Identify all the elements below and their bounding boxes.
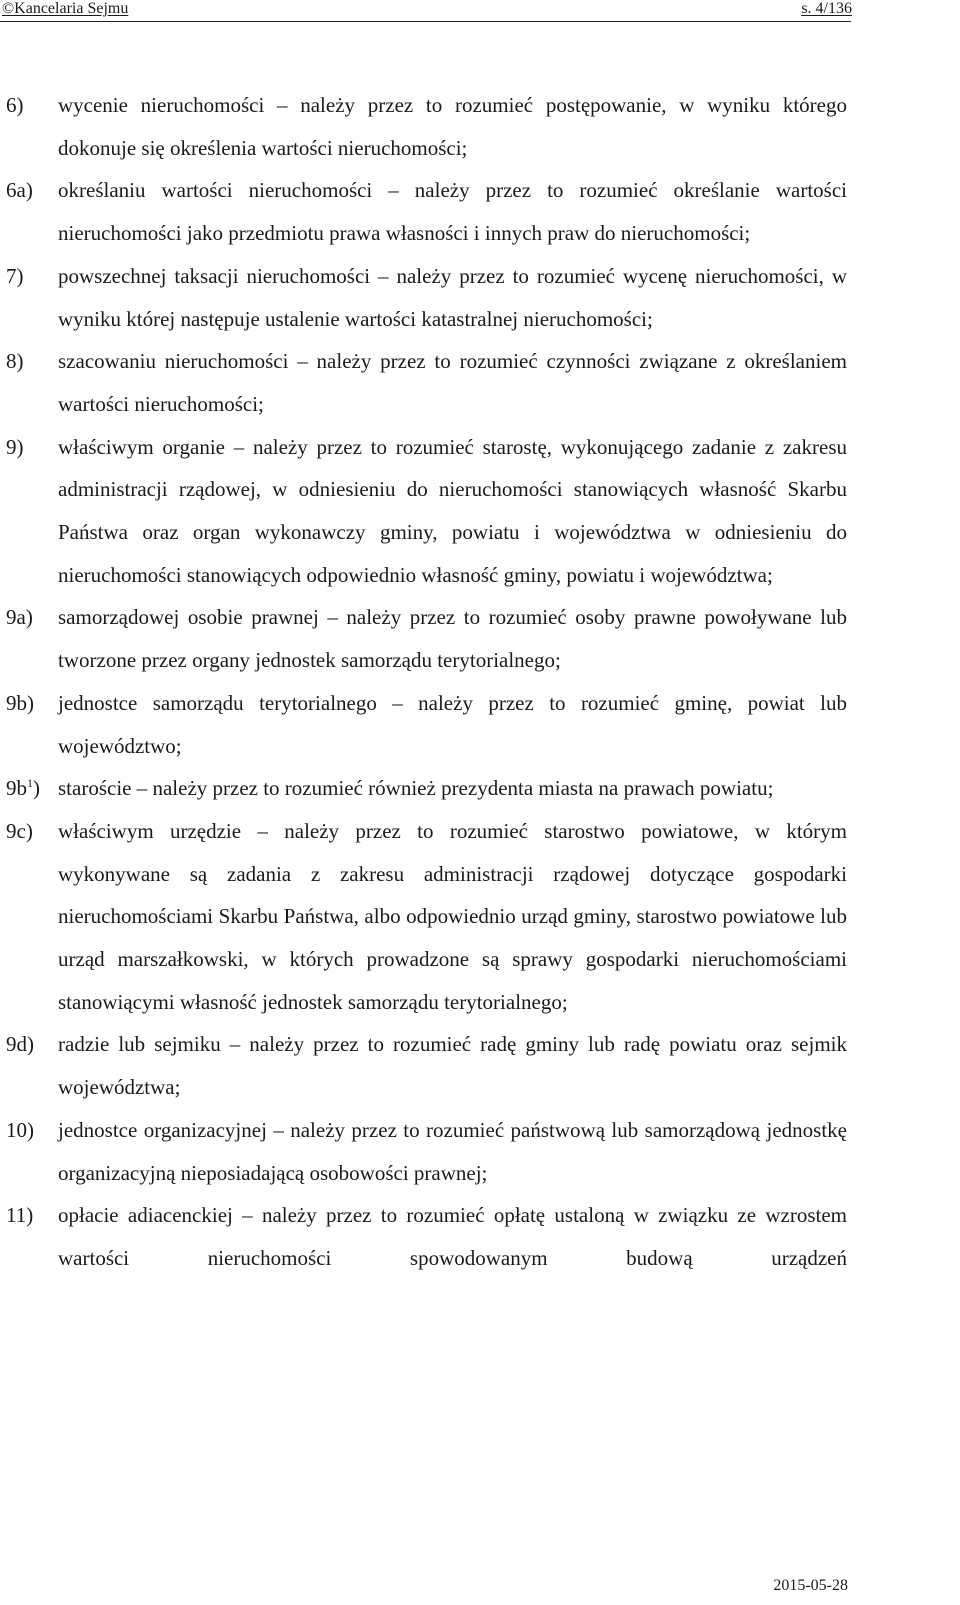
item-text: określaniu wartości nieruchomości – należy przez to rozumieć określanie wartości nieruchomości jako przedmiotu prawa własności i innych praw do nieruchomości;: [58, 178, 847, 246]
item-number: 10): [6, 1117, 34, 1142]
item-text: wycenie nieruchomości – należy przez to rozumieć postępowanie, w wyniku którego dokonuje się określenia wartości nieruchomości;: [58, 93, 847, 160]
copyright-label: ©Kancelaria Sejmu: [2, 0, 129, 17]
definition-item: [0, 682, 847, 767]
item-text: jednostce organizacyjnej – należy przez to rozumieć państwową lub samorządową jednostkę organizacyjną nieposiadającą osobowości prawnej;: [58, 1117, 847, 1185]
document-date: 2015-05-28: [773, 1577, 848, 1594]
item-number: 9): [6, 434, 24, 459]
item-text: samorządowej osobie prawnej – należy przez to rozumieć osoby prawne powoływane lub tworzone przez organy jednostek samorządu terytorialnego;: [58, 605, 847, 673]
item-number: 6a): [6, 178, 33, 203]
definition-item: [0, 767, 847, 810]
definition-item: [0, 810, 847, 1024]
item-number: 11): [6, 1203, 34, 1228]
definition-item: [0, 84, 847, 169]
item-text: właściwym organie – należy przez to rozumieć starostę, wykonującego zadanie z zakresu administracji rządowej, w odniesieniu do nieruchomości stanowiących własność Skarbu Państwa oraz organ wykonawczy gminy, powiatu i województwa w odniesieniu do nieruchomości stanowiących odpowiednio własność gminy, powiatu i województwa;: [58, 434, 847, 587]
item-text: staroście – należy przez to rozumieć również prezydenta miasta na prawach powiatu;: [58, 776, 774, 801]
header-divider: [0, 21, 851, 22]
item-number: 7): [6, 263, 24, 288]
item-text: powszechnej taksacji nieruchomości – należy przez to rozumieć wycenę nieruchomości, w wyniku której następuje ustalenie wartości katastralnej nieruchomości;: [58, 263, 847, 331]
definition-item: [0, 596, 847, 681]
definition-item: [0, 426, 847, 597]
definition-item: [0, 255, 847, 340]
definition-item: [0, 1109, 847, 1194]
item-number: 9a): [6, 605, 33, 630]
item-text: opłacie adiacenckiej – należy przez to rozumieć opłatę ustaloną w związku ze wzrostem wartości nieruchomości spowodowanym budową urządzeń: [58, 1203, 847, 1270]
item-number: $9b^1$): [6, 776, 40, 801]
definition-item: [0, 340, 847, 425]
definition-item: [0, 1194, 847, 1279]
item-number: 8): [6, 349, 24, 374]
page-header: [0, 0, 960, 22]
item-text: jednostce samorządu terytorialnego – należy przez to rozumieć gminę, powiat lub województwo;: [58, 690, 847, 758]
item-text: szacowaniu nieruchomości – należy przez to rozumieć czynności związane z określaniem wartości nieruchomości;: [58, 349, 847, 416]
item-number: 9d): [6, 1032, 34, 1057]
definition-item: [0, 1023, 847, 1108]
definition-item: [0, 169, 847, 254]
page-number: s. 4/136: [801, 0, 852, 17]
item-number: 6): [6, 93, 24, 117]
item-text: radzie lub sejmiku – należy przez to rozumieć radę gminy lub radę powiatu oraz sejmik województwa;: [58, 1032, 847, 1100]
item-number-superscript: 1: [27, 776, 33, 791]
item-number: 9c): [6, 818, 33, 843]
document-body: [0, 84, 960, 1280]
item-number: 9b): [6, 690, 34, 715]
item-text: właściwym urzędzie – należy przez to rozumieć starostwo powiatowe, w którym wykonywane są zadania z zakresu administracji rządowej dotyczące gospodarki nieruchomościami Skarbu Państwa, albo odpowiednio urząd gminy, starostwo powiatowe lub urząd marszałkowski, w których prowadzone są sprawy gospodarki nieruchomościami stanowiącymi własność jednostek samorządu terytorialnego;: [58, 818, 847, 1014]
